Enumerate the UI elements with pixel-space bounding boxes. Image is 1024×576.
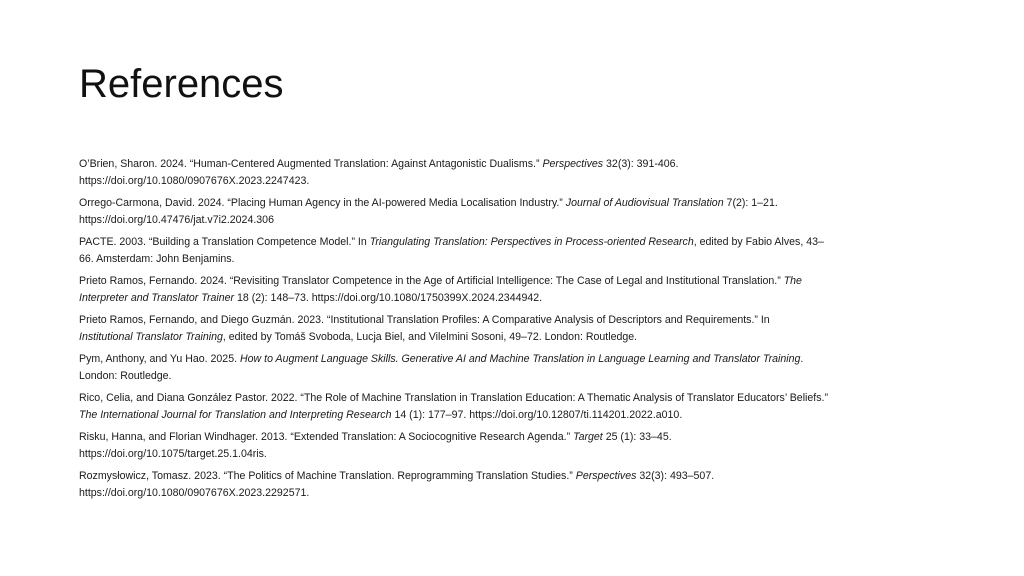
reference-line bbox=[79, 234, 959, 251]
reference-text: . bbox=[800, 353, 804, 365]
reference-text: 18 (2): 148–73. https://doi.org/10.1080/1750399X.2024.2344942. bbox=[234, 292, 543, 304]
reference-line bbox=[79, 368, 959, 385]
reference-text: https://doi.org/10.1080/0907676X.2023.2292571. bbox=[79, 487, 310, 499]
reference-list bbox=[79, 156, 959, 507]
reference-line bbox=[79, 351, 959, 368]
reference-text: Rozmysłowicz, Tomasz. 2023. “The Politics of Machine Translation. Reprogramming Translation Studies.” bbox=[79, 470, 576, 482]
reference-line bbox=[79, 446, 959, 463]
reference-entry bbox=[79, 234, 959, 268]
reference-text: PACTE. 2003. “Building a Translation Competence Model.” In bbox=[79, 236, 370, 248]
reference-line bbox=[79, 407, 959, 424]
reference-line bbox=[79, 312, 959, 329]
reference-text: https://doi.org/10.1080/0907676X.2023.2247423. bbox=[79, 175, 310, 187]
reference-entry bbox=[79, 468, 959, 502]
reference-entry bbox=[79, 312, 959, 346]
reference-text: , edited by Fabio Alves, 43– bbox=[693, 236, 824, 248]
reference-title-italic: The bbox=[783, 275, 802, 287]
reference-line bbox=[79, 390, 959, 407]
reference-title-italic: Triangulating Translation: Perspectives in Process-oriented Research bbox=[369, 236, 694, 248]
reference-title-italic: Target bbox=[573, 431, 603, 443]
reference-line bbox=[79, 212, 959, 229]
reference-text: , edited by Tomáš Svoboda, Lucja Biel, and Vilelmini Sosoni, 49–72. London: Routledge. bbox=[222, 331, 638, 343]
reference-text: 32(3): 391-406. bbox=[603, 158, 679, 170]
reference-title-italic: Perspectives bbox=[575, 470, 637, 482]
reference-text: Rico, Celia, and Diana González Pastor. 2022. “The Role of Machine Translation in Translation Education: A Thematic Analysis of Translator Educators’ Beliefs.” bbox=[79, 392, 829, 404]
reference-text: London: Routledge. bbox=[79, 370, 172, 382]
reference-line bbox=[79, 468, 959, 485]
reference-entry bbox=[79, 195, 959, 229]
reference-entry bbox=[79, 351, 959, 385]
reference-line bbox=[79, 195, 959, 212]
reference-title-italic: The International Journal for Translation and Interpreting Research bbox=[79, 409, 392, 421]
reference-line bbox=[79, 329, 959, 346]
reference-line bbox=[79, 485, 959, 502]
reference-text: 7(2): 1–21. bbox=[723, 197, 778, 209]
reference-title-italic: Institutional Translator Training bbox=[79, 331, 223, 343]
reference-text: Prieto Ramos, Fernando, and Diego Guzmán. 2023. “Institutional Translation Profiles: A Comparative Analysis of Descriptors and Requirements.” In bbox=[79, 314, 770, 326]
reference-text: 32(3): 493–507. bbox=[636, 470, 715, 482]
reference-text: 25 (1): 33–45. bbox=[602, 431, 672, 443]
reference-line bbox=[79, 173, 959, 190]
reference-title-italic: How to Augment Language Skills. Generative AI and Machine Translation in Language Learning and Translator Training bbox=[239, 353, 801, 365]
reference-text: O’Brien, Sharon. 2024. “Human-Centered Augmented Translation: Against Antagonistic Dualisms.” bbox=[79, 158, 543, 170]
reference-line bbox=[79, 251, 959, 268]
reference-text: 14 (1): 177–97. https://doi.org/10.12807/ti.114201.2022.a010. bbox=[391, 409, 683, 421]
reference-entry bbox=[79, 156, 959, 190]
reference-text: 66. Amsterdam: John Benjamins. bbox=[79, 253, 235, 265]
reference-text: https://doi.org/10.47476/jat.v7i2.2024.306 bbox=[79, 214, 274, 226]
reference-entry bbox=[79, 273, 959, 307]
reference-entry bbox=[79, 390, 959, 424]
page-title: References bbox=[79, 62, 284, 106]
reference-title-italic: Journal of Audiovisual Translation bbox=[565, 197, 724, 209]
reference-entry bbox=[79, 429, 959, 463]
reference-title-italic: Interpreter and Translator Trainer bbox=[79, 292, 235, 304]
reference-text: Risku, Hanna, and Florian Windhager. 2013. “Extended Translation: A Sociocognitive Research Agenda.” bbox=[79, 431, 574, 443]
reference-line bbox=[79, 290, 959, 307]
reference-text: Pym, Anthony, and Yu Hao. 2025. bbox=[79, 353, 240, 365]
reference-line bbox=[79, 273, 959, 290]
reference-title-italic: Perspectives bbox=[542, 158, 604, 170]
reference-line bbox=[79, 429, 959, 446]
reference-line bbox=[79, 156, 959, 173]
reference-text: Orrego-Carmona, David. 2024. “Placing Human Agency in the AI-powered Media Localisation Industry.” bbox=[79, 197, 566, 209]
reference-text: https://doi.org/10.1075/target.25.1.04ris. bbox=[79, 448, 267, 460]
reference-text: Prieto Ramos, Fernando. 2024. “Revisiting Translator Competence in the Age of Artificial Intelligence: The Case of Legal and Institutional Translation.” bbox=[79, 275, 784, 287]
